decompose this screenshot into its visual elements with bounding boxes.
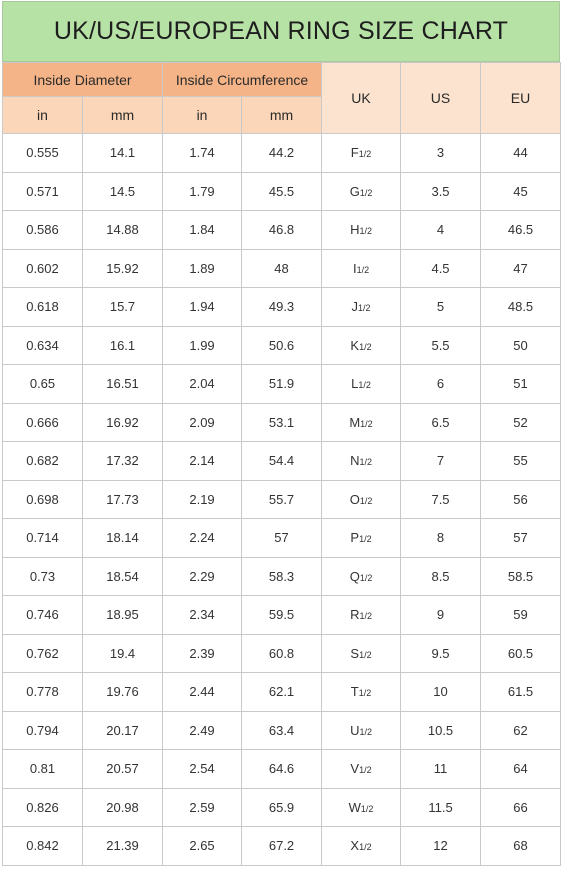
cell-circumference-mm: 57 [242, 519, 322, 558]
table-row [3, 788, 561, 827]
cell-circumference-mm: 48 [242, 249, 322, 288]
table-row [3, 750, 561, 789]
cell-circumference-mm: 67.2 [242, 827, 322, 866]
cell-uk [322, 711, 401, 750]
cell-diameter-in: 0.682 [3, 442, 83, 481]
cell-eu: 61.5 [481, 673, 561, 712]
table-row [3, 249, 561, 288]
cell-uk [322, 788, 401, 827]
uk-half: 1/2 [360, 803, 374, 814]
cell-diameter-in: 0.555 [3, 134, 83, 173]
cell-uk [322, 172, 401, 211]
cell-diameter-mm: 18.95 [83, 596, 163, 635]
cell-circumference-mm: 44.2 [242, 134, 322, 173]
cell-circumference-in: 2.14 [163, 442, 242, 481]
cell-diameter-mm: 17.73 [83, 480, 163, 519]
cell-circumference-mm: 49.3 [242, 288, 322, 327]
cell-circumference-mm: 55.7 [242, 480, 322, 519]
cell-circumference-mm: 53.1 [242, 403, 322, 442]
cell-us: 11 [401, 750, 481, 789]
cell-uk [322, 827, 401, 866]
cell-circumference-mm: 64.6 [242, 750, 322, 789]
cell-circumference-in: 1.94 [163, 288, 242, 327]
cell-diameter-in: 0.65 [3, 365, 83, 404]
cell-circumference-in: 1.89 [163, 249, 242, 288]
cell-diameter-mm: 14.1 [83, 134, 163, 173]
cell-eu: 58.5 [481, 557, 561, 596]
cell-circumference-mm: 46.8 [242, 211, 322, 250]
cell-us: 10 [401, 673, 481, 712]
cell-us: 9.5 [401, 634, 481, 673]
cell-us: 4 [401, 211, 481, 250]
cell-eu: 55 [481, 442, 561, 481]
cell-eu: 47 [481, 249, 561, 288]
cell-diameter-mm: 15.92 [83, 249, 163, 288]
table-row [3, 480, 561, 519]
cell-uk [322, 750, 401, 789]
uk-half: 1/2 [359, 572, 373, 583]
table-row [3, 211, 561, 250]
uk-letter: L [351, 376, 359, 392]
cell-diameter-in: 0.794 [3, 711, 83, 750]
uk-letter: Q [349, 568, 360, 584]
header-us: US [401, 63, 481, 134]
cell-diameter-mm: 20.57 [83, 750, 163, 789]
cell-uk [322, 519, 401, 558]
cell-circumference-in: 2.19 [163, 480, 242, 519]
header-diameter-mm: mm [83, 97, 163, 134]
uk-letter: H [350, 222, 360, 238]
table-row [3, 519, 561, 558]
cell-us: 5 [401, 288, 481, 327]
cell-us: 6 [401, 365, 481, 404]
cell-circumference-mm: 65.9 [242, 788, 322, 827]
uk-half: 1/2 [359, 495, 373, 506]
cell-circumference-in: 2.34 [163, 596, 242, 635]
cell-circumference-in: 2.59 [163, 788, 242, 827]
header-circumference-in: in [163, 97, 242, 134]
uk-letter: T [350, 684, 359, 700]
uk-half: 1/2 [360, 418, 373, 429]
cell-us: 8 [401, 519, 481, 558]
uk-letter: I [352, 260, 357, 276]
cell-uk [322, 211, 401, 250]
cell-uk [322, 673, 401, 712]
header-circumference-mm: mm [242, 97, 322, 134]
uk-letter: P [350, 530, 360, 546]
cell-circumference-in: 1.84 [163, 211, 242, 250]
cell-us: 12 [401, 827, 481, 866]
cell-circumference-mm: 63.4 [242, 711, 322, 750]
table-row [3, 172, 561, 211]
cell-eu: 52 [481, 403, 561, 442]
cell-eu: 50 [481, 326, 561, 365]
uk-letter: S [350, 645, 360, 661]
cell-circumference-mm: 51.9 [242, 365, 322, 404]
cell-eu: 44 [481, 134, 561, 173]
cell-diameter-in: 0.586 [3, 211, 83, 250]
cell-diameter-in: 0.842 [3, 827, 83, 866]
cell-diameter-in: 0.602 [3, 249, 83, 288]
table-header [3, 63, 561, 134]
cell-diameter-in: 0.826 [3, 788, 83, 827]
cell-us: 8.5 [401, 557, 481, 596]
header-eu: EU [481, 63, 561, 134]
cell-diameter-in: 0.618 [3, 288, 83, 327]
uk-letter: R [350, 607, 360, 623]
cell-diameter-mm: 17.32 [83, 442, 163, 481]
uk-letter: N [350, 453, 360, 469]
cell-diameter-in: 0.666 [3, 403, 83, 442]
uk-half: 1/2 [359, 226, 372, 237]
uk-letter: W [348, 799, 361, 815]
table-row [3, 326, 561, 365]
cell-eu: 57 [481, 519, 561, 558]
size-table [2, 62, 561, 866]
cell-circumference-in: 2.39 [163, 634, 242, 673]
cell-circumference-mm: 45.5 [242, 172, 322, 211]
cell-eu: 64 [481, 750, 561, 789]
uk-letter: M [349, 414, 361, 430]
cell-circumference-in: 1.74 [163, 134, 242, 173]
uk-half: 1/2 [358, 688, 372, 699]
cell-circumference-mm: 58.3 [242, 557, 322, 596]
uk-half: 1/2 [356, 264, 370, 275]
cell-diameter-mm: 18.54 [83, 557, 163, 596]
uk-half: 1/2 [359, 534, 372, 545]
cell-uk [322, 288, 401, 327]
table-row [3, 288, 561, 327]
cell-diameter-in: 0.698 [3, 480, 83, 519]
cell-us: 3.5 [401, 172, 481, 211]
cell-circumference-mm: 62.1 [242, 673, 322, 712]
uk-letter: V [350, 761, 360, 777]
cell-uk [322, 134, 401, 173]
uk-half: 1/2 [359, 842, 372, 853]
cell-eu: 66 [481, 788, 561, 827]
table-row [3, 711, 561, 750]
cell-eu: 45 [481, 172, 561, 211]
uk-half: 1/2 [358, 149, 372, 160]
cell-diameter-in: 0.762 [3, 634, 83, 673]
cell-diameter-in: 0.778 [3, 673, 83, 712]
cell-diameter-mm: 16.1 [83, 326, 163, 365]
table-row [3, 442, 561, 481]
cell-diameter-mm: 19.4 [83, 634, 163, 673]
table-row [3, 634, 561, 673]
cell-circumference-in: 2.65 [163, 827, 242, 866]
uk-half: 1/2 [359, 457, 372, 468]
cell-us: 7.5 [401, 480, 481, 519]
cell-diameter-in: 0.634 [3, 326, 83, 365]
cell-circumference-in: 2.09 [163, 403, 242, 442]
cell-us: 5.5 [401, 326, 481, 365]
cell-diameter-in: 0.81 [3, 750, 83, 789]
uk-letter: O [349, 491, 360, 507]
cell-diameter-mm: 14.5 [83, 172, 163, 211]
cell-us: 7 [401, 442, 481, 481]
cell-circumference-in: 1.99 [163, 326, 242, 365]
cell-eu: 59 [481, 596, 561, 635]
chart-title: UK/US/EUROPEAN RING SIZE CHART [2, 1, 560, 62]
cell-us: 3 [401, 134, 481, 173]
table-row [3, 827, 561, 866]
uk-letter: K [350, 337, 360, 353]
table-row [3, 596, 561, 635]
cell-eu: 56 [481, 480, 561, 519]
cell-us: 9 [401, 596, 481, 635]
cell-us: 10.5 [401, 711, 481, 750]
uk-half: 1/2 [359, 649, 372, 660]
cell-eu: 68 [481, 827, 561, 866]
uk-half: 1/2 [359, 765, 372, 776]
cell-eu: 62 [481, 711, 561, 750]
ring-size-chart [2, 1, 560, 867]
cell-circumference-in: 2.29 [163, 557, 242, 596]
cell-uk [322, 480, 401, 519]
header-uk: UK [322, 63, 401, 134]
uk-half: 1/2 [358, 303, 371, 314]
cell-diameter-mm: 19.76 [83, 673, 163, 712]
cell-circumference-in: 2.44 [163, 673, 242, 712]
cell-circumference-mm: 59.5 [242, 596, 322, 635]
cell-uk [322, 557, 401, 596]
cell-circumference-mm: 60.8 [242, 634, 322, 673]
table-row [3, 673, 561, 712]
uk-half: 1/2 [359, 726, 372, 737]
uk-letter: U [350, 722, 360, 738]
cell-us: 4.5 [401, 249, 481, 288]
table-row [3, 557, 561, 596]
cell-circumference-in: 1.79 [163, 172, 242, 211]
cell-circumference-in: 2.24 [163, 519, 242, 558]
uk-half: 1/2 [359, 611, 372, 622]
cell-diameter-mm: 16.92 [83, 403, 163, 442]
cell-uk [322, 326, 401, 365]
cell-diameter-mm: 20.17 [83, 711, 163, 750]
cell-circumference-in: 2.54 [163, 750, 242, 789]
uk-half: 1/2 [359, 341, 372, 352]
uk-letter: J [351, 299, 358, 315]
cell-eu: 46.5 [481, 211, 561, 250]
uk-letter: G [349, 183, 360, 199]
uk-letter: F [350, 145, 359, 161]
cell-eu: 60.5 [481, 634, 561, 673]
cell-us: 11.5 [401, 788, 481, 827]
header-inside-diameter: Inside Diameter [3, 63, 163, 97]
header-diameter-in: in [3, 97, 83, 134]
cell-diameter-in: 0.73 [3, 557, 83, 596]
table-row [3, 134, 561, 173]
cell-diameter-mm: 15.7 [83, 288, 163, 327]
cell-eu: 48.5 [481, 288, 561, 327]
table-row [3, 365, 561, 404]
cell-us: 6.5 [401, 403, 481, 442]
header-inside-circumference: Inside Circumference [163, 63, 322, 97]
cell-diameter-in: 0.746 [3, 596, 83, 635]
cell-diameter-mm: 21.39 [83, 827, 163, 866]
cell-diameter-mm: 14.88 [83, 211, 163, 250]
cell-diameter-in: 0.714 [3, 519, 83, 558]
cell-diameter-mm: 16.51 [83, 365, 163, 404]
cell-uk [322, 596, 401, 635]
cell-uk [322, 365, 401, 404]
table-body [3, 134, 561, 866]
cell-diameter-mm: 18.14 [83, 519, 163, 558]
cell-uk [322, 403, 401, 442]
uk-half: 1/2 [358, 380, 371, 391]
uk-letter: X [350, 838, 360, 854]
cell-circumference-mm: 50.6 [242, 326, 322, 365]
cell-uk [322, 442, 401, 481]
cell-circumference-mm: 54.4 [242, 442, 322, 481]
cell-diameter-in: 0.571 [3, 172, 83, 211]
cell-uk [322, 249, 401, 288]
cell-eu: 51 [481, 365, 561, 404]
cell-diameter-mm: 20.98 [83, 788, 163, 827]
uk-half: 1/2 [359, 187, 373, 198]
cell-circumference-in: 2.04 [163, 365, 242, 404]
table-row [3, 403, 561, 442]
cell-circumference-in: 2.49 [163, 711, 242, 750]
cell-uk [322, 634, 401, 673]
